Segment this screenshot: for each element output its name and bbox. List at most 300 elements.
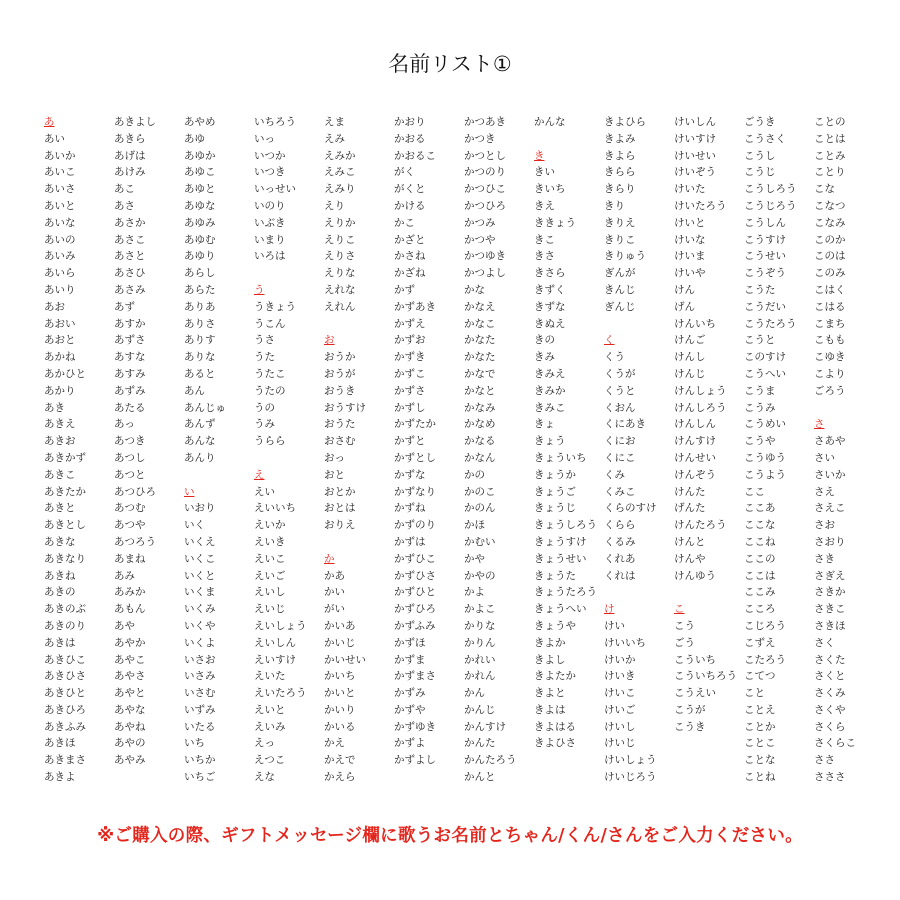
name-entry: かずこ bbox=[394, 367, 426, 380]
name-entry: あきな bbox=[44, 535, 76, 548]
name-entry: あかひと bbox=[44, 367, 86, 380]
name-entry: いさむ bbox=[184, 687, 216, 700]
name-entry: あきの bbox=[44, 586, 76, 599]
name-entry: かつひろ bbox=[464, 199, 506, 212]
name-entry: さささ bbox=[814, 771, 846, 784]
order-instruction-note: ※ご購入の際、ギフトメッセージ欄に歌うお名前とちゃん/くん/さんをご入力ください。 bbox=[97, 826, 803, 846]
name-entry: こうすけ bbox=[744, 233, 786, 246]
name-entry: きみ bbox=[534, 351, 555, 364]
name-column bbox=[44, 114, 114, 786]
name-entry: うた bbox=[254, 351, 275, 364]
name-entry: うらら bbox=[254, 435, 286, 448]
name-entry bbox=[254, 265, 324, 282]
name-entry: あいさ bbox=[44, 183, 76, 196]
name-entry: いたる bbox=[184, 720, 216, 733]
name-entry: きずく bbox=[534, 283, 566, 296]
name-entry: けいな bbox=[674, 233, 706, 246]
name-entry: おうすけ bbox=[324, 401, 366, 414]
name-entry: けいせい bbox=[674, 149, 716, 162]
name-entry: きょ bbox=[534, 418, 555, 431]
name-entry: かやの bbox=[464, 569, 496, 582]
name-entry: あきひろ bbox=[44, 703, 86, 716]
name-entry: こころ bbox=[744, 603, 776, 616]
name-entry: きょうしろう bbox=[534, 519, 597, 532]
name-entry: あず bbox=[114, 300, 135, 313]
name-entry: いつき bbox=[254, 166, 286, 179]
name-entry: あやみ bbox=[114, 754, 146, 767]
name-entry: いっせい bbox=[254, 183, 296, 196]
name-entry: きみか bbox=[534, 384, 566, 397]
name-entry: えりこ bbox=[324, 233, 356, 246]
name-entry: あきひと bbox=[44, 687, 86, 700]
name-entry: かつひこ bbox=[464, 183, 506, 196]
name-entry: かずひと bbox=[394, 586, 436, 599]
name-entry: うたこ bbox=[254, 367, 286, 380]
name-entry: あらし bbox=[184, 267, 216, 280]
name-entry: あゆと bbox=[184, 183, 216, 196]
name-entry: あきひさ bbox=[44, 670, 86, 683]
name-entry: きょうすけ bbox=[534, 535, 587, 548]
name-entry: ことり bbox=[814, 166, 846, 179]
name-entry: ことみ bbox=[814, 149, 846, 162]
name-entry: かずさ bbox=[394, 384, 426, 397]
name-entry: あみか bbox=[114, 586, 146, 599]
name-entry: かずは bbox=[394, 535, 426, 548]
name-entry: かざね bbox=[394, 267, 426, 280]
name-entry: ありす bbox=[184, 334, 216, 347]
name-entry: あいな bbox=[44, 216, 76, 229]
name-entry: ごう bbox=[674, 636, 695, 649]
name-entry: あやさ bbox=[114, 670, 146, 683]
name-entry: きらら bbox=[604, 166, 636, 179]
name-entry: えま bbox=[324, 116, 345, 128]
name-entry: あたる bbox=[114, 401, 146, 414]
name-entry: えりさ bbox=[324, 250, 356, 263]
name-entry: きよか bbox=[534, 636, 566, 649]
name-entry: こうた bbox=[744, 283, 776, 296]
kana-section-heading: お bbox=[324, 334, 335, 347]
name-entry: このみ bbox=[814, 267, 846, 280]
name-entry: けんしょう bbox=[674, 384, 727, 397]
name-entry: えみり bbox=[324, 183, 356, 196]
name-entry: くれあ bbox=[604, 552, 636, 565]
name-entry: かずひろ bbox=[394, 603, 436, 616]
name-entry: かんたろう bbox=[464, 754, 517, 767]
name-entry: かんた bbox=[464, 737, 496, 750]
name-entry: うの bbox=[254, 401, 275, 414]
name-entry: こうじ bbox=[744, 166, 776, 179]
name-entry: こてつ bbox=[744, 670, 776, 683]
name-entry: かれい bbox=[464, 653, 496, 666]
name-entry: こたろう bbox=[744, 653, 786, 666]
name-entry: あみ bbox=[114, 569, 135, 582]
name-entry: あきのり bbox=[44, 619, 86, 632]
name-entry: いさお bbox=[184, 653, 216, 666]
name-entry: あきたか bbox=[44, 485, 86, 498]
name-entry: かいあ bbox=[324, 619, 356, 632]
name-entry: あもん bbox=[114, 603, 146, 616]
name-entry: かな bbox=[464, 283, 485, 296]
name-entry: かれん bbox=[464, 670, 496, 683]
name-entry: きょうたろう bbox=[534, 586, 597, 599]
name-entry: えみこ bbox=[324, 166, 356, 179]
name-entry: さえこ bbox=[814, 502, 846, 515]
name-entry: くうが bbox=[604, 367, 636, 380]
name-entry: けんいち bbox=[674, 317, 716, 330]
name-entry: いちろう bbox=[254, 116, 296, 128]
name-entry: けん bbox=[674, 283, 695, 296]
name-entry bbox=[674, 584, 744, 601]
name-entry: かおるこ bbox=[394, 149, 436, 162]
name-entry: あきお bbox=[44, 435, 76, 448]
name-entry: きよはる bbox=[534, 720, 576, 733]
name-entry: あお bbox=[44, 300, 65, 313]
name-entry: このか bbox=[814, 233, 846, 246]
name-entry: あやか bbox=[114, 636, 146, 649]
name-entry: かずお bbox=[394, 334, 426, 347]
name-entry: かなめ bbox=[464, 418, 496, 431]
name-entry: あやね bbox=[114, 720, 146, 733]
name-entry: あいと bbox=[44, 199, 76, 212]
name-entry: かざと bbox=[394, 233, 426, 246]
name-entry: あきふみ bbox=[44, 720, 86, 733]
name-entry: けんと bbox=[674, 535, 706, 548]
name-entry: こうたろう bbox=[744, 317, 797, 330]
name-entry: かつのり bbox=[464, 166, 506, 179]
name-entry: あきこ bbox=[44, 468, 76, 481]
name-entry: けんゆう bbox=[674, 569, 716, 582]
name-entry: きさら bbox=[534, 267, 566, 280]
name-entry: いくみ bbox=[184, 603, 216, 616]
name-entry: あつと bbox=[114, 468, 146, 481]
name-entry: あおと bbox=[44, 334, 76, 347]
name-entry: あやめ bbox=[184, 116, 216, 128]
name-entry: さきこ bbox=[814, 603, 846, 616]
name-entry: くるみ bbox=[604, 535, 636, 548]
name-entry: くにこ bbox=[604, 451, 636, 464]
name-entry: けんぞう bbox=[674, 468, 716, 481]
name-entry: あすな bbox=[114, 351, 146, 364]
name-entry: いち bbox=[184, 737, 205, 750]
name-entry: あつき bbox=[114, 435, 146, 448]
name-entry: こじろう bbox=[744, 619, 786, 632]
name-entry: かずまさ bbox=[394, 670, 436, 683]
name-entry: けんしん bbox=[674, 418, 716, 431]
name-entry: きよら bbox=[604, 149, 636, 162]
name-entry: さおり bbox=[814, 535, 846, 548]
name-entry: さくた bbox=[814, 653, 846, 666]
name-entry: けいしょう bbox=[604, 754, 657, 767]
name-entry bbox=[254, 450, 324, 467]
name-entry: かずと bbox=[394, 435, 426, 448]
name-entry: いおり bbox=[184, 502, 216, 515]
name-entry: あつむ bbox=[114, 502, 146, 515]
name-entry: かのん bbox=[464, 502, 496, 515]
name-entry: あっ bbox=[114, 418, 135, 431]
name-entry: かずとし bbox=[394, 451, 436, 464]
name-entry: かずひこ bbox=[394, 552, 436, 565]
kana-section-heading: け bbox=[604, 603, 615, 616]
name-entry: くれは bbox=[604, 569, 636, 582]
name-entry: ことの bbox=[814, 116, 846, 128]
name-entry: あげは bbox=[114, 149, 146, 162]
name-entry: きよひさ bbox=[534, 737, 576, 750]
name-entry: かずや bbox=[394, 703, 426, 716]
name-entry: あきえ bbox=[44, 418, 76, 431]
name-entry: かなみ bbox=[464, 401, 496, 414]
name-entry: けいたろう bbox=[674, 199, 727, 212]
name-entry: かなた bbox=[464, 351, 496, 364]
name-column bbox=[114, 114, 184, 786]
name-entry: かのこ bbox=[464, 485, 496, 498]
name-entry: かいち bbox=[324, 670, 356, 683]
name-entry: いさみ bbox=[184, 670, 216, 683]
name-entry: がくと bbox=[394, 183, 426, 196]
name-entry: きみえ bbox=[534, 367, 566, 380]
name-entry bbox=[324, 534, 394, 551]
name-entry: ここ bbox=[744, 485, 765, 498]
name-entry: さきか bbox=[814, 586, 846, 599]
name-entry: あい bbox=[44, 132, 65, 145]
name-entry: けいいち bbox=[604, 636, 646, 649]
name-entry: あかね bbox=[44, 351, 76, 364]
name-entry: えれな bbox=[324, 283, 356, 296]
name-entry: きい bbox=[534, 166, 555, 179]
kana-section-heading: い bbox=[184, 485, 195, 498]
name-entry: いく bbox=[184, 519, 205, 532]
name-entry: けんた bbox=[674, 485, 706, 498]
name-entry: けんご bbox=[674, 334, 706, 347]
name-entry: いまり bbox=[254, 233, 286, 246]
name-entry: えいき bbox=[254, 535, 286, 548]
name-entry: あかり bbox=[44, 384, 76, 397]
name-entry: きよたか bbox=[534, 670, 576, 683]
name-entry bbox=[604, 316, 674, 333]
name-entry: あらた bbox=[184, 283, 216, 296]
name-entry: あさみ bbox=[114, 283, 146, 296]
name-entry: あきのぶ bbox=[44, 603, 86, 616]
name-entry: あきほ bbox=[44, 737, 76, 750]
name-entry: けいしん bbox=[674, 116, 716, 128]
name-entry: おうき bbox=[324, 384, 356, 397]
name-entry: いくよ bbox=[184, 636, 216, 649]
name-entry: かずなり bbox=[394, 485, 436, 498]
name-entry: こまち bbox=[814, 317, 846, 330]
name-entry: かずゆき bbox=[394, 720, 436, 733]
name-entry: かずし bbox=[394, 401, 426, 414]
name-entry: あさ bbox=[114, 199, 135, 212]
name-entry: けいき bbox=[604, 670, 636, 683]
name-entry: こうや bbox=[744, 435, 776, 448]
name-entry: ここな bbox=[744, 519, 776, 532]
name-entry: あきと bbox=[44, 502, 76, 515]
name-entry: こうゆう bbox=[744, 451, 786, 464]
name-entry: きよひら bbox=[604, 116, 646, 128]
name-entry: うきょう bbox=[254, 300, 296, 313]
name-entry: かいる bbox=[324, 720, 356, 733]
name-entry: えり bbox=[324, 199, 345, 212]
name-entry: えつこ bbox=[254, 754, 286, 767]
name-entry: さくや bbox=[814, 703, 846, 716]
name-entry: あさと bbox=[114, 250, 146, 263]
page-title: 名前リスト① bbox=[388, 52, 512, 76]
name-entry: ききょう bbox=[534, 216, 576, 229]
name-entry: けいご bbox=[604, 703, 636, 716]
name-entry: こなみ bbox=[814, 216, 846, 229]
name-entry: きずな bbox=[534, 300, 566, 313]
name-entry: きんじ bbox=[604, 283, 636, 296]
name-entry: こうめい bbox=[744, 418, 786, 431]
name-entry: かんすけ bbox=[464, 720, 506, 733]
name-entry: あずみ bbox=[114, 384, 146, 397]
name-entry: おとは bbox=[324, 502, 356, 515]
name-entry: かいと bbox=[324, 687, 356, 700]
name-entry: かなで bbox=[464, 367, 496, 380]
name-entry: さい bbox=[814, 451, 835, 464]
name-column bbox=[744, 114, 814, 786]
name-entry: あこ bbox=[114, 183, 135, 196]
name-entry: けんせい bbox=[674, 451, 716, 464]
name-entry: おりえ bbox=[324, 519, 356, 532]
name-entry: あると bbox=[184, 367, 216, 380]
name-entry bbox=[604, 584, 674, 601]
name-entry: きさ bbox=[534, 250, 555, 263]
name-entry: おうた bbox=[324, 418, 356, 431]
name-entry: あきよ bbox=[44, 771, 76, 784]
name-entry: ごろう bbox=[814, 384, 846, 397]
name-entry: あやと bbox=[114, 687, 146, 700]
name-entry: かける bbox=[394, 199, 426, 212]
name-entry: このすけ bbox=[744, 351, 786, 364]
name-entry: さくと bbox=[814, 670, 846, 683]
name-entry: かつゆき bbox=[464, 250, 506, 263]
name-entry: くにあき bbox=[604, 418, 646, 431]
name-entry: あきかず bbox=[44, 451, 86, 464]
name-entry: こうさく bbox=[744, 132, 786, 145]
name-entry: えいしん bbox=[254, 636, 296, 649]
name-entry: えいご bbox=[254, 569, 286, 582]
name-entry: こうえい bbox=[674, 687, 716, 700]
name-entry: かつあき bbox=[464, 116, 506, 128]
name-entry: あやこ bbox=[114, 653, 146, 666]
name-entry: かおり bbox=[394, 116, 426, 128]
name-entry: きょういち bbox=[534, 451, 587, 464]
name-entry: あき bbox=[44, 401, 65, 414]
name-entry: かこ bbox=[394, 216, 415, 229]
name-entry: あやな bbox=[114, 703, 146, 716]
kana-section-heading: う bbox=[254, 283, 265, 296]
name-entry: ことは bbox=[814, 132, 846, 145]
name-entry: あいの bbox=[44, 233, 76, 246]
name-entry: あさか bbox=[114, 216, 146, 229]
name-entry: えいこ bbox=[254, 552, 286, 565]
name-entry: けいし bbox=[604, 720, 636, 733]
name-entry: あゆな bbox=[184, 199, 216, 212]
name-entry: さあや bbox=[814, 435, 846, 448]
name-entry: かえ bbox=[324, 737, 345, 750]
name-entry: きょうか bbox=[534, 468, 576, 481]
name-entry: あゆ bbox=[184, 132, 205, 145]
name-entry: かんな bbox=[534, 116, 566, 128]
kana-section-heading: こ bbox=[674, 603, 685, 616]
name-entry: けんじ bbox=[674, 367, 706, 380]
name-entry: かんじ bbox=[464, 703, 496, 716]
name-entry: きよは bbox=[534, 703, 566, 716]
name-entry: こゆき bbox=[814, 351, 846, 364]
name-entry: あんな bbox=[184, 435, 216, 448]
name-entry: さく bbox=[814, 636, 835, 649]
kana-section-heading: さ bbox=[814, 418, 825, 431]
name-entry: かん bbox=[464, 687, 485, 700]
name-entry: ぎんじ bbox=[604, 300, 636, 313]
name-entry: きりゅう bbox=[604, 250, 646, 263]
name-entry: かほ bbox=[464, 519, 485, 532]
name-entry: きぬえ bbox=[534, 317, 566, 330]
name-entry: くみこ bbox=[604, 485, 636, 498]
name-entry: こうよう bbox=[744, 468, 786, 481]
name-entry: あつや bbox=[114, 519, 146, 532]
name-entry: ありあ bbox=[184, 300, 216, 313]
name-column bbox=[814, 114, 884, 786]
name-entry: けいこ bbox=[604, 687, 636, 700]
name-entry: こうと bbox=[744, 334, 776, 347]
name-entry: けんすけ bbox=[674, 435, 716, 448]
name-entry: ことこ bbox=[744, 737, 776, 750]
name-column bbox=[604, 114, 674, 786]
name-entry: くらら bbox=[604, 519, 636, 532]
name-entry: きょうじ bbox=[534, 502, 576, 515]
name-entry: こうし bbox=[744, 149, 776, 162]
name-entry: ここあ bbox=[744, 502, 776, 515]
name-entry: さぎえ bbox=[814, 569, 846, 582]
name-entry: こなつ bbox=[814, 199, 846, 212]
name-entry: けいと bbox=[674, 216, 706, 229]
name-entry: けいか bbox=[604, 653, 636, 666]
name-entry: さくみ bbox=[814, 687, 846, 700]
name-entry: かつとし bbox=[464, 149, 506, 162]
name-entry: あきら bbox=[114, 132, 146, 145]
name-entry: かえら bbox=[324, 771, 356, 784]
name-entry: あんず bbox=[184, 418, 216, 431]
name-entry: あけみ bbox=[114, 166, 146, 179]
name-entry: あゆり bbox=[184, 250, 216, 263]
name-entry: えっ bbox=[254, 737, 275, 750]
name-entry: こな bbox=[814, 183, 835, 196]
name-entry: あんり bbox=[184, 451, 216, 464]
name-entry: いつか bbox=[254, 149, 286, 162]
name-entry: きょうへい bbox=[534, 603, 587, 616]
kana-section-heading: か bbox=[324, 552, 335, 565]
name-entry: うみ bbox=[254, 418, 275, 431]
name-entry: こもも bbox=[814, 334, 846, 347]
name-entry: あゆこ bbox=[184, 166, 216, 179]
name-entry: きょうた bbox=[534, 569, 576, 582]
name-entry: あいみ bbox=[44, 250, 76, 263]
name-entry: ここね bbox=[744, 535, 776, 548]
name-entry: いぶき bbox=[254, 216, 286, 229]
name-entry: けいた bbox=[674, 183, 706, 196]
name-entry: あんじゅ bbox=[184, 401, 226, 414]
name-entry: ことえ bbox=[744, 703, 776, 716]
name-entry: あつろう bbox=[114, 535, 156, 548]
name-entry: けんたろう bbox=[674, 519, 727, 532]
name-entry: いくま bbox=[184, 586, 216, 599]
name-entry: こういち bbox=[674, 653, 716, 666]
name-entry: えいと bbox=[254, 703, 286, 716]
name-entry: けいじろう bbox=[604, 771, 657, 784]
name-entry: かなと bbox=[464, 384, 496, 397]
name-entry: いちか bbox=[184, 754, 216, 767]
